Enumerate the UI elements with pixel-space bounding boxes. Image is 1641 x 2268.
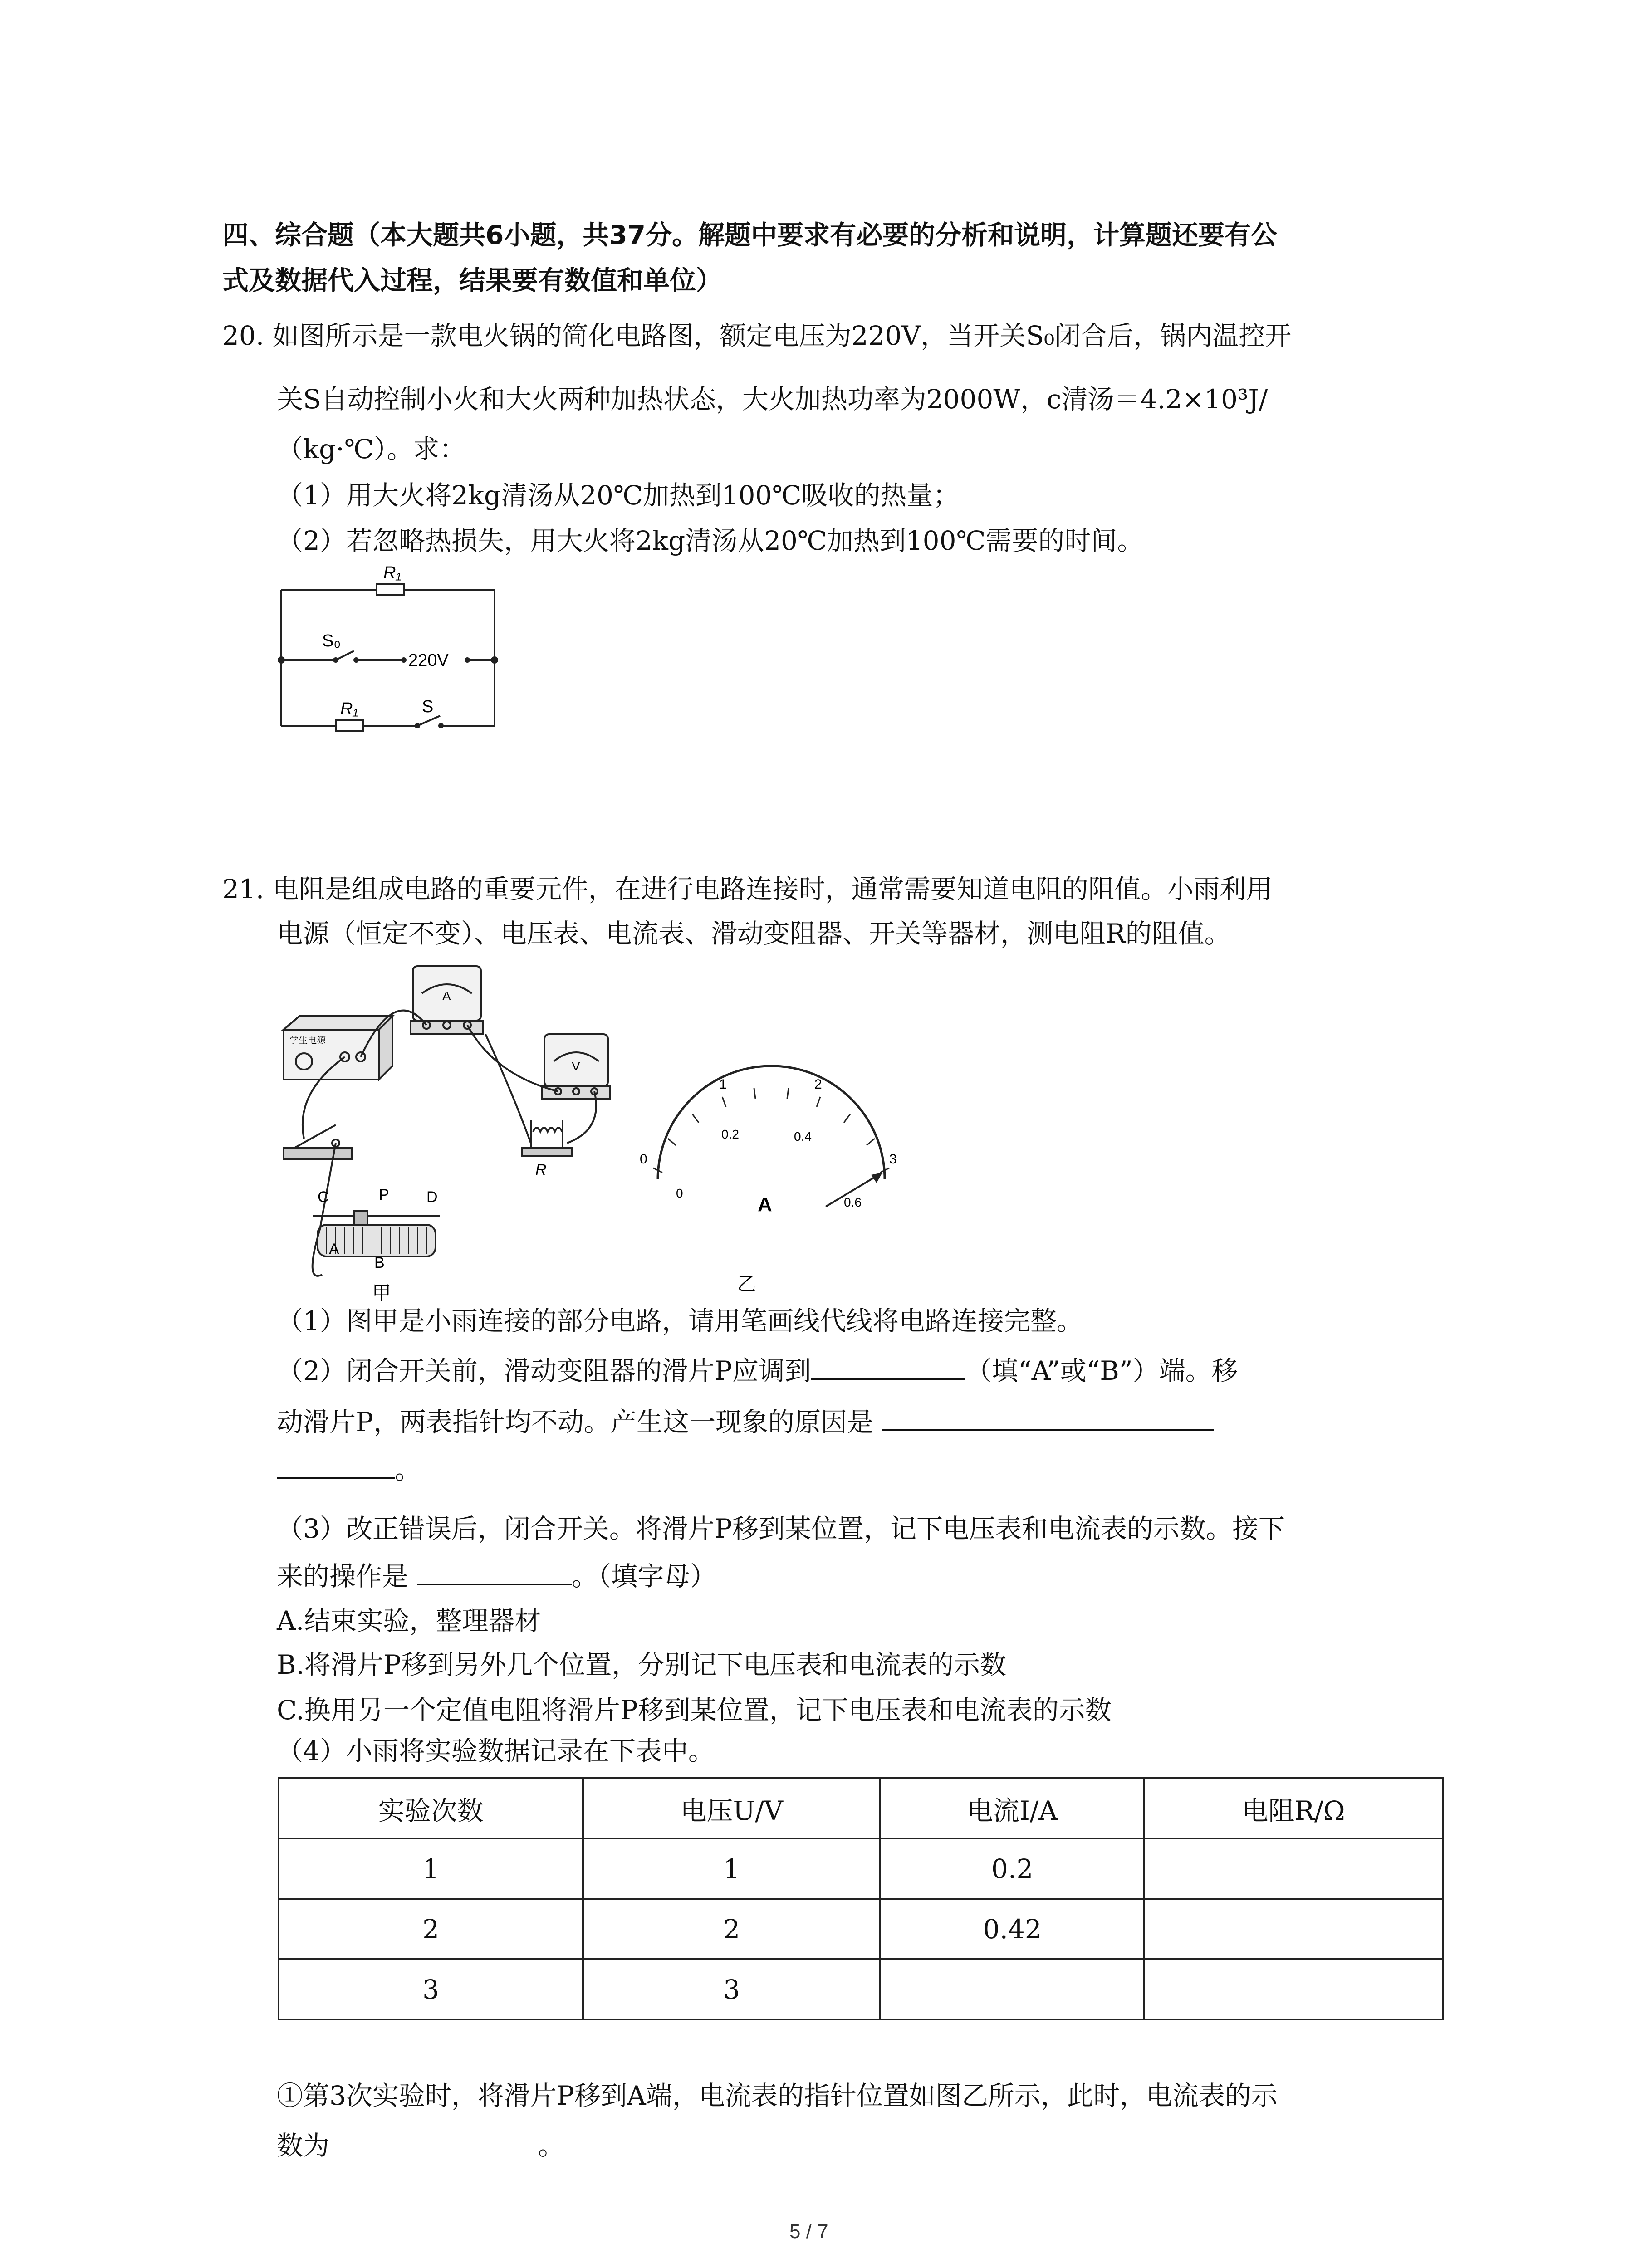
- section-title-line2: 式及数据代入过程，结果要有数值和单位）: [222, 265, 723, 296]
- q21-sub2-blank2[interactable]: [882, 1408, 1214, 1431]
- q21-sub2-blank2-cont[interactable]: [277, 1455, 395, 1479]
- q21-option-b: B.将滑片P移到另外几个位置，分别记下电压表和电流表的示数: [277, 1649, 1007, 1680]
- q21-sub2-blank1[interactable]: [811, 1356, 965, 1380]
- q20-sub1: （1）用大火将2kg清汤从20℃加热到100℃吸收的热量；: [277, 480, 960, 511]
- q21-sub2-end: 。: [395, 1454, 421, 1485]
- q21-sub3-row1: （3）改正错误后，闭合开关。将滑片P移到某位置，记下电压表和电流表的示数。接下: [277, 1513, 1285, 1544]
- rheostat-c-label: C: [318, 1188, 329, 1206]
- q21-note-blank[interactable]: [329, 2133, 538, 2155]
- q21-sub2-text-b: （填“A”或“B”）端。移: [965, 1355, 1238, 1386]
- q21-note-text: 数为: [277, 2130, 330, 2161]
- circuit-voltage-label: 220V: [408, 651, 449, 670]
- table-row: [279, 1838, 1443, 1899]
- q20-sub2: （2）若忽略热损失，用大火将2kg清汤从20℃加热到100℃需要的时间。: [277, 525, 1144, 556]
- q21-line2: 电源（恒定不变）、电压表、电流表、滑动变阻器、开关等器材，测电阻R的阻值。: [277, 918, 1231, 949]
- table-cell: 1: [583, 1838, 880, 1899]
- table-header-cell: 电阻R/Ω: [1144, 1778, 1443, 1838]
- dial-unit-label: A: [758, 1193, 772, 1216]
- dial-outer-tick-0: 0: [640, 1152, 647, 1167]
- table-cell: 2: [279, 1899, 583, 1959]
- dial-inner-tick-2: 0.4: [794, 1129, 812, 1144]
- table-header-cell: 电压U/V: [583, 1778, 880, 1838]
- q21-sub1: （1）图甲是小雨连接的部分电路，请用笔画线代线将电路连接完整。: [277, 1305, 1083, 1336]
- rheostat-p-label: P: [379, 1186, 389, 1203]
- voltmeter-label: V: [572, 1059, 580, 1073]
- dial-inner-tick-0: 0: [676, 1186, 683, 1200]
- resistor-label: R: [535, 1161, 547, 1178]
- q21-figure-yi: [635, 1052, 907, 1306]
- table-cell: 2: [583, 1899, 880, 1959]
- q21-sub2-row2: [277, 1404, 1214, 1440]
- q20-circuit-diagram: [272, 558, 508, 739]
- rheostat-b-label: B: [374, 1254, 385, 1271]
- q21-note-line2: [277, 2127, 564, 2164]
- table-header-cell: 实验次数: [279, 1778, 583, 1838]
- table-header-row: [279, 1778, 1443, 1838]
- ammeter-label: A: [442, 989, 451, 1003]
- section-title-line1: 四、综合题（本大题共6小题，共37分。解题中要求有必要的分析和说明，计算题还要有公: [222, 220, 1278, 250]
- q21-sub2-row3: [277, 1452, 421, 1488]
- figure-yi-caption: 乙: [737, 1273, 757, 1295]
- table-cell: 0.42: [880, 1899, 1144, 1959]
- q21-sub2-row1: [277, 1353, 1238, 1389]
- q20-line3: （kg·℃）。求：: [277, 434, 466, 464]
- q21-figure-jia: [277, 957, 649, 1302]
- switch-base: [284, 1148, 352, 1159]
- circuit-r-top-label: R₁: [383, 563, 402, 582]
- q21-note-line1: ①第3次实验时，将滑片P移到A端，电流表的指针位置如图乙所示，此时，电流表的示: [277, 2080, 1278, 2111]
- table-cell: [1144, 1838, 1443, 1899]
- table-cell: 0.2: [880, 1838, 1144, 1899]
- q21-line1: 21. 电阻是组成电路的重要元件，在进行电路连接时，通常需要知道电阻的阻值。小雨利用: [222, 874, 1273, 904]
- q20-line1: 20. 如图所示是一款电火锅的简化电路图，额定电压为220V，当开关S₀闭合后，锅内温控开: [222, 320, 1292, 351]
- rheostat-a-label: A: [329, 1241, 339, 1258]
- q21-option-a: A.结束实验，整理器材: [277, 1605, 541, 1636]
- q21-sub3-text-c: 。（填字母）: [572, 1561, 717, 1592]
- q21-sub3-blank[interactable]: [417, 1562, 572, 1585]
- dial-outer-tick-2: 2: [814, 1077, 822, 1092]
- table-cell: [880, 1959, 1144, 2019]
- dial-inner-tick-1: 0.2: [721, 1127, 739, 1141]
- table-cell: [1144, 1899, 1443, 1959]
- table-header-cell: 电流I/A: [880, 1778, 1144, 1838]
- q21-sub2-text-a: （2）闭合开关前，滑动变阻器的滑片P应调到: [277, 1355, 811, 1386]
- table-cell: 3: [279, 1959, 583, 2019]
- experiment-table: [278, 1777, 1444, 2020]
- figure-jia-caption: 甲: [372, 1282, 392, 1302]
- q21-sub2-text-c: 动滑片P，两表指针均不动。产生这一现象的原因是: [277, 1407, 874, 1437]
- q21-sub4: （4）小雨将实验数据记录在下表中。: [277, 1735, 715, 1766]
- q20-line2: 关S自动控制小火和大火两种加热状态，大火加热功率为2000W，c清汤＝4.2×10³J/: [277, 384, 1268, 415]
- dial-inner-tick-3: 0.6: [844, 1195, 862, 1209]
- q21-option-c: C.换用另一个定值电阻将滑片P移到某位置，记下电压表和电流表的示数: [277, 1695, 1112, 1725]
- rheostat-d-label: D: [426, 1188, 438, 1206]
- table-row: [279, 1899, 1443, 1959]
- circuit-r-bottom-label: R₁: [340, 699, 358, 719]
- q21-note-end: 。: [538, 2130, 565, 2161]
- table-row: [279, 1959, 1443, 2019]
- table-cell: 3: [583, 1959, 880, 2019]
- dial-outer-tick-3: 3: [889, 1152, 897, 1167]
- page-number: 5 / 7: [789, 2220, 828, 2243]
- table-cell: [1144, 1959, 1443, 2019]
- dial-outer-tick-1: 1: [719, 1077, 727, 1092]
- circuit-s-label: S: [422, 697, 434, 716]
- q21-sub3-row2: [277, 1558, 716, 1594]
- supply-label: 学生电源: [289, 1036, 326, 1046]
- circuit-s0-label: S₀: [322, 631, 341, 650]
- table-cell: 1: [279, 1838, 583, 1899]
- q21-sub3-text-b: 来的操作是: [277, 1561, 409, 1592]
- resistor-base: [522, 1148, 572, 1156]
